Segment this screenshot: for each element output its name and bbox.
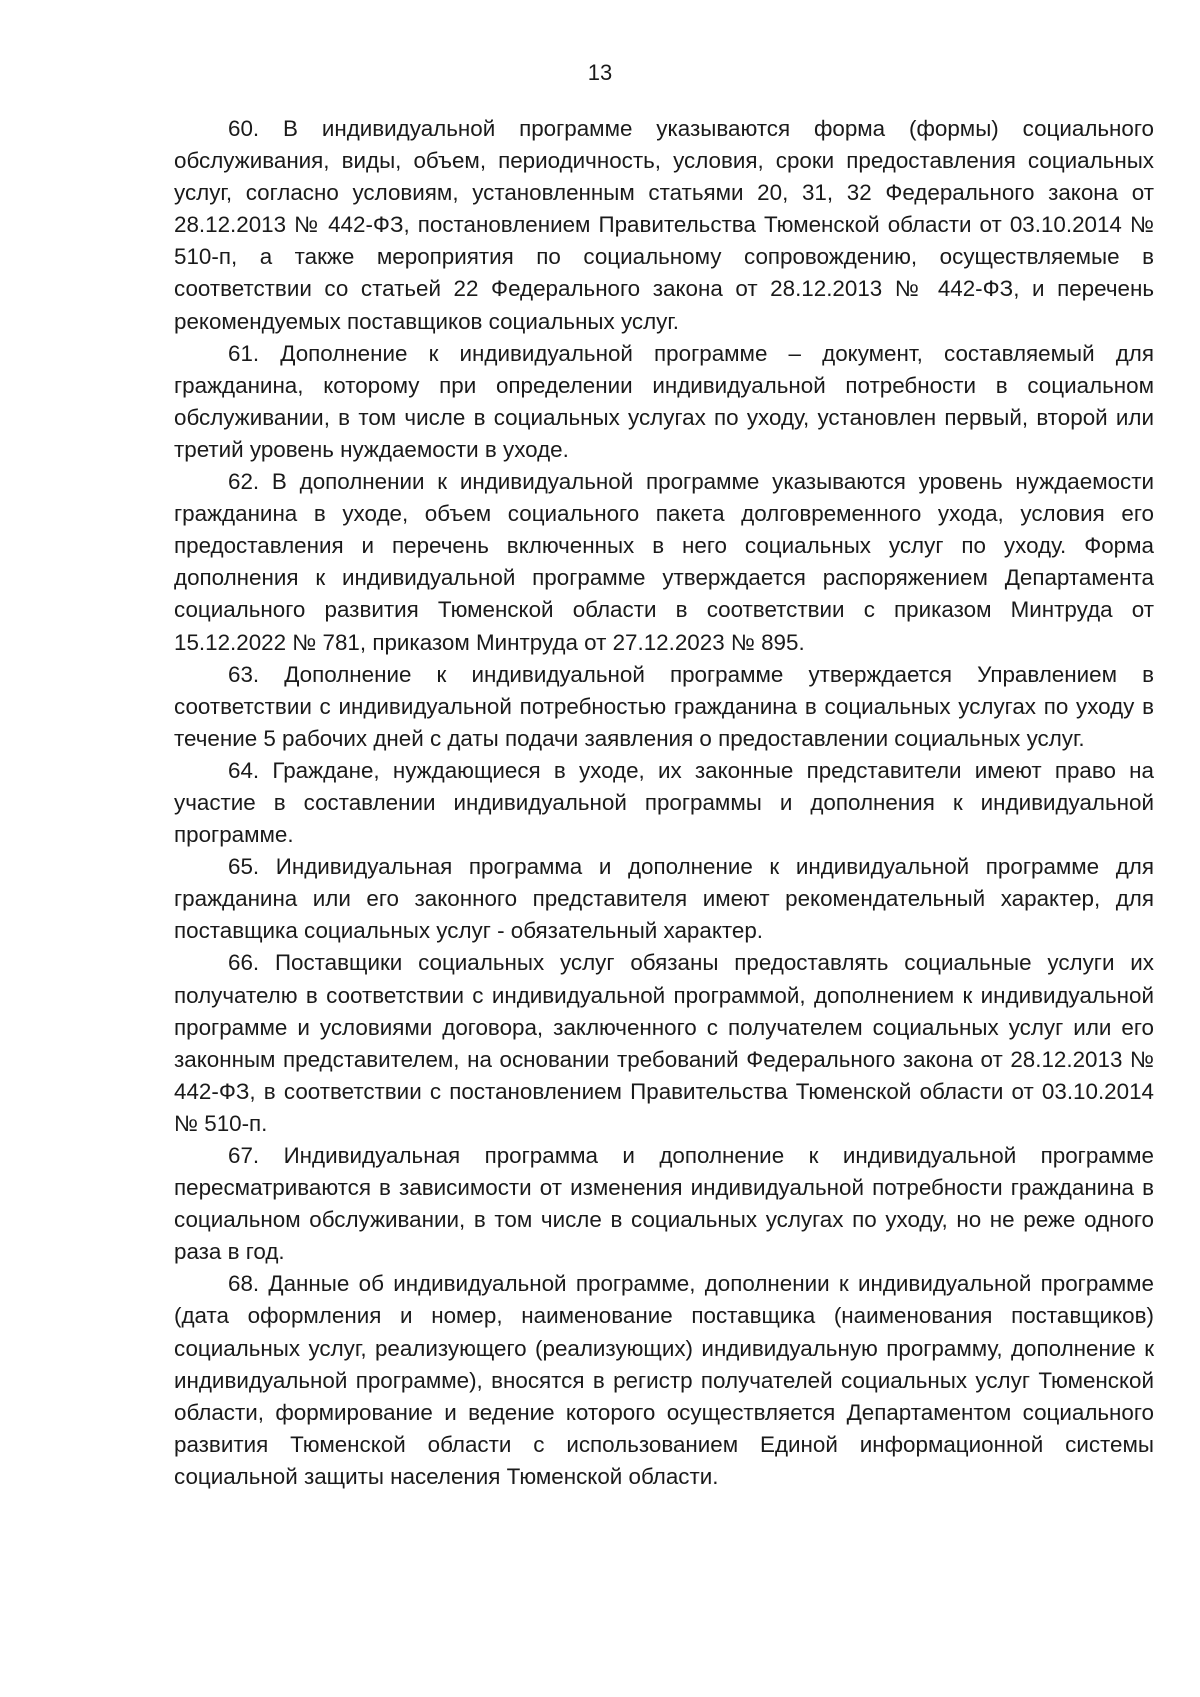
paragraph-67: 67. Индивидуальная программа и дополнение к индивидуальной программе пересматриваются в зависимости от изменения индивидуальной потребности гражданина в социальном обслуживании, в том числе в социальных услугах по уходу, но не реже одного раза в год. bbox=[174, 1143, 1154, 1265]
document-body bbox=[174, 113, 1154, 1493]
paragraph-61: 61. Дополнение к индивидуальной программе – документ, составляемый для гражданина, которому при определении индивидуальной потребности в социальном обслуживании, в том числе в социальных услугах по уходу, установлен первый, второй или третий уровень нуждаемости в уходе. bbox=[174, 340, 1154, 462]
paragraph-65: 65. Индивидуальная программа и дополнение к индивидуальной программе для гражданина или его законного представителя имеют рекомендательный характер, для поставщика социальных услуг - обязательный характер. bbox=[174, 854, 1154, 944]
paragraph-62: 62. В дополнении к индивидуальной программе указываются уровень нуждаемости гражданина в уходе, объем социального пакета долговременного ухода, условия его предоставления и перечень включенных в него социальных услуг по уходу. Форма дополнения к индивидуальной программе утверждается распоряжением Департамента социального развития Тюменской области в соответствии с приказом Минтруда от 15.12.2022 № 781, приказом Минтруда от 27.12.2023 № 895. bbox=[174, 469, 1154, 655]
paragraph-60: 60. В индивидуальной программе указываются форма (формы) социального обслуживания, виды, объем, периодичность, условия, сроки предоставления социальных услуг, согласно условиям, установленным статьями 20, 31, 32 Федерального закона от 28.12.2013 № 442-ФЗ, постановлением Правительства Тюменской области от 03.10.2014 № 510-п, а также мероприятия по социальному сопровождению, осуществляемые в соответствии со статьей 22 Федерального закона от 28.12.2013 № 442-ФЗ, и перечень рекомендуемых поставщиков социальных услуг. bbox=[174, 116, 1154, 334]
paragraph-64: 64. Граждане, нуждающиеся в уходе, их законные представители имеют право на участие в составлении индивидуальной программы и дополнения к индивидуальной программе. bbox=[174, 757, 1154, 848]
page-number: 13 bbox=[587, 60, 613, 85]
paragraph-66: 66. Поставщики социальных услуг обязаны предоставлять социальные услуги их получателю в соответствии с индивидуальной программой, дополнением к индивидуальной программе и условиями договора, заключенного с получателем социальных услуг или его законным представителем, на основании требований Федерального закона от 28.12.2013 № 442-ФЗ, в соответствии с постановлением Правительства Тюменской области от 03.10.2014 № 510-п. bbox=[174, 950, 1154, 1136]
paragraph-68: 68. Данные об индивидуальной программе, дополнении к индивидуальной программе (дата оформления и номер, наименование поставщика (наименования поставщиков) социальных услуг, реализующего (реализующих) индивидуальную программу, дополнение к индивидуальной программе), вносятся в регистр получателей социальных услуг Тюменской области, формирование и ведение которого осуществляется Департаментом социального развития Тюменской области с использованием Единой информационной системы социальной защиты населения Тюменской области. bbox=[174, 1271, 1154, 1489]
paragraph-63: 63. Дополнение к индивидуальной программе утверждается Управлением в соответствии с индивидуальной потребностью гражданина в социальных услугах по уходу в течение 5 рабочих дней с даты подачи заявления о предоставлении социальных услуг. bbox=[174, 661, 1154, 751]
